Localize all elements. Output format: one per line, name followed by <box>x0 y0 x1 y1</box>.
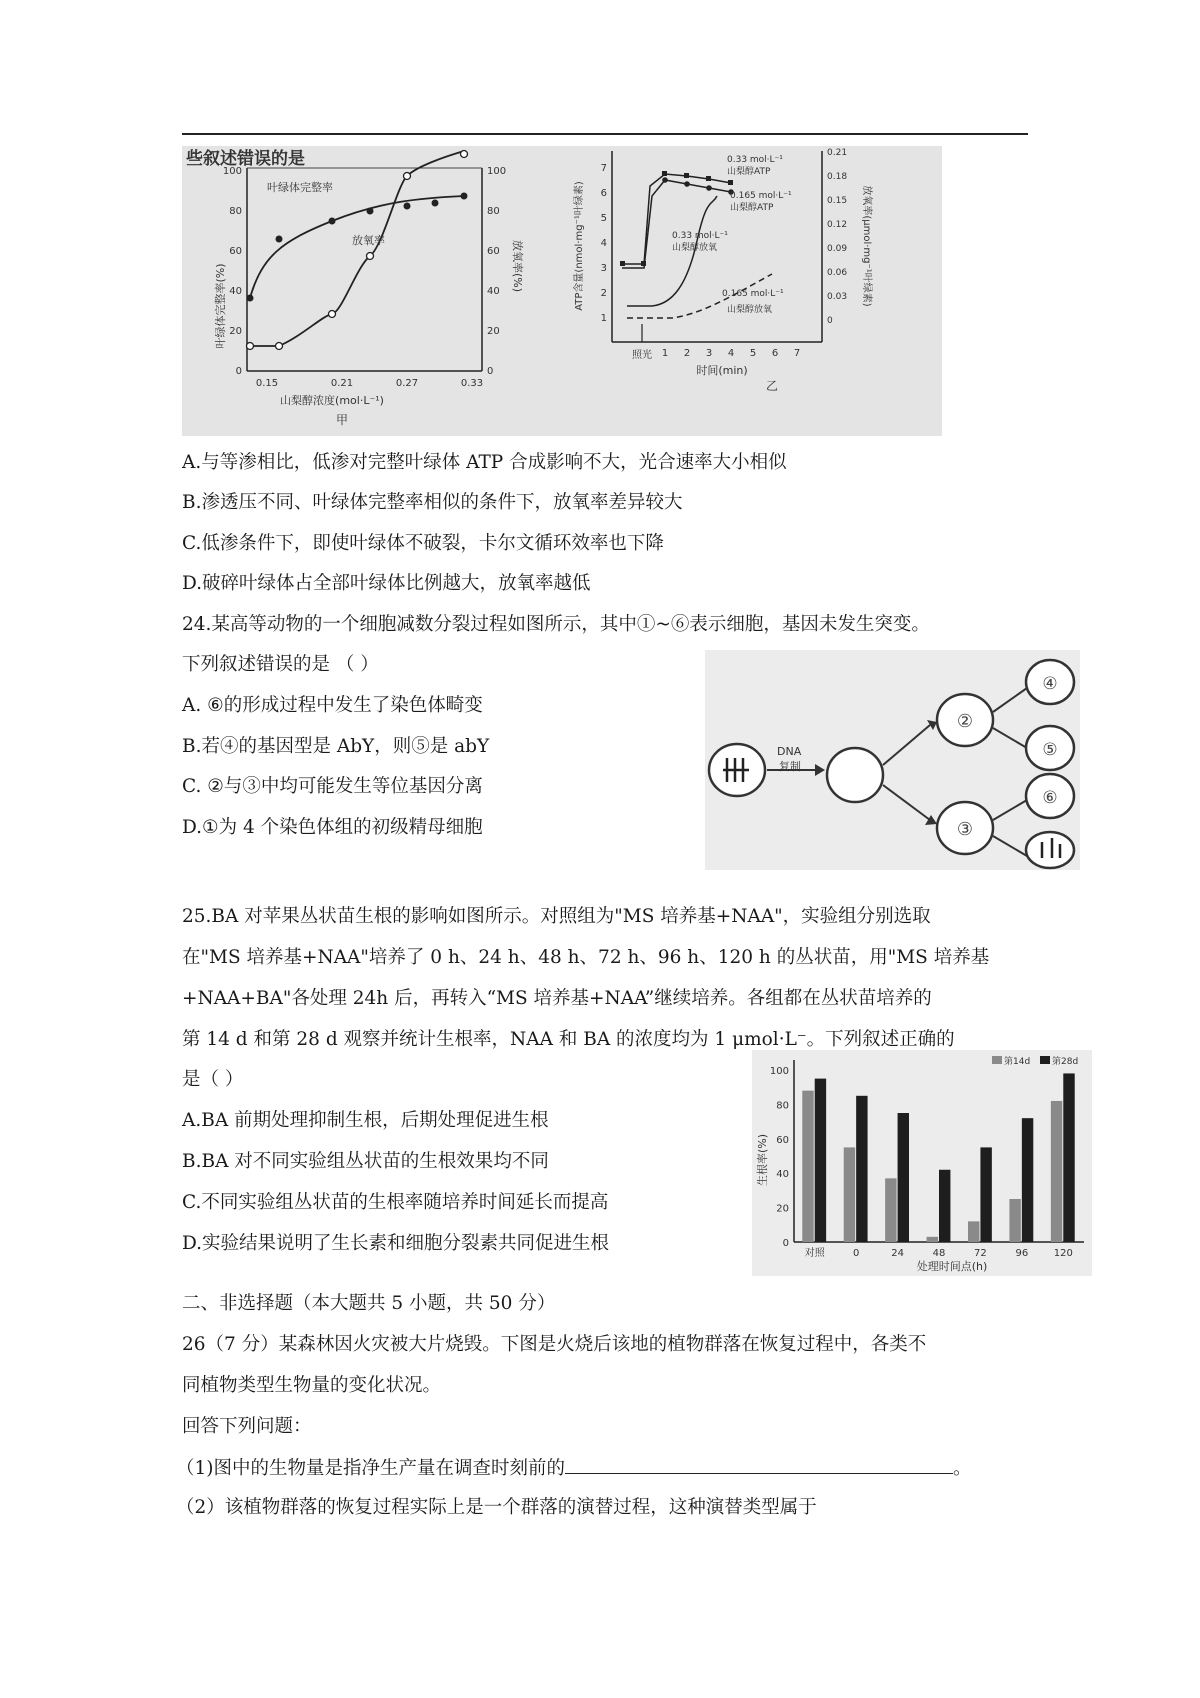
chart-a-xtick: 0.27 <box>395 378 419 389</box>
chart-b-ytick-right: 0.06 <box>827 268 848 278</box>
bar <box>1022 1118 1033 1242</box>
q25-stem: 25.BA 对苹果丛状苗生根的影响如图所示。对照组为"MS 培养基+NAA"，实验组分别选取 <box>182 906 931 927</box>
q26-sub1-end: 。 <box>953 1458 972 1479</box>
chart-a-curve-label: 放氧率 <box>352 234 385 247</box>
chart-a-ytick-left: 100 <box>222 166 242 177</box>
x-tick-label: 120 <box>1053 1248 1073 1259</box>
legend-swatch <box>1040 1056 1050 1064</box>
chart-a-point <box>247 295 254 302</box>
chart-a-intactness-curve <box>250 196 464 298</box>
chart-a-ytick-right: 60 <box>487 246 500 257</box>
chart-a-right-ticks <box>487 166 506 377</box>
x-tick-label: 0 <box>852 1248 860 1259</box>
chart-b-ytick-left: 2 <box>600 288 607 299</box>
chart-a-point <box>276 343 283 350</box>
bar <box>968 1221 979 1242</box>
cell-6-label: ⑥ <box>1042 788 1058 808</box>
x-axis-label: 处理时间点(h) <box>916 1260 988 1273</box>
q25-option-c: C.不同实验组丛状苗的生根率随培养时间延长而提高 <box>182 1192 609 1213</box>
chart-a <box>213 151 525 428</box>
chart-a-xtick: 0.33 <box>460 378 484 389</box>
chart-a-ytick-right: 20 <box>487 326 500 337</box>
cell-4-label: ④ <box>1042 674 1058 694</box>
y-tick-label: 80 <box>776 1100 789 1112</box>
q24-stem: 24.某高等动物的一个细胞减数分裂过程如图所示，其中①~⑥表示细胞，基因未发生突变。 <box>182 614 930 635</box>
chart-a-ytick-left: 80 <box>229 206 242 217</box>
chart-b-xticks <box>632 348 800 361</box>
chart-b-ytick-right: 0.12 <box>827 220 848 230</box>
chart-a-point <box>461 151 468 158</box>
q24-option-b: B.若④的基因型是 AbY，则⑤是 abY <box>182 736 490 757</box>
chart-a-ytick-right: 40 <box>487 286 500 297</box>
x-tick-label: 96 <box>1015 1248 1029 1259</box>
chart-b-ytick-left: 7 <box>600 163 607 174</box>
chart-b-curve-label: 山梨醇放氧 <box>672 243 718 253</box>
rooting-bar-chart <box>752 1050 1092 1276</box>
chart-b-curve-label: 0.165 mol·L⁻¹ <box>730 191 792 201</box>
bar <box>815 1079 826 1242</box>
chart-a-xlabel: 山梨醇浓度(mol·L⁻¹) <box>280 394 384 407</box>
x-tick-label: 对照 <box>804 1248 825 1259</box>
chart-a-point <box>329 218 336 225</box>
x-tick-label: 48 <box>932 1248 946 1259</box>
chart-a-xtick: 0.15 <box>255 378 279 389</box>
chart-b-xtick: 1 <box>661 348 669 359</box>
legend-label: 第28d <box>1052 1057 1079 1067</box>
q26-sub2: （2）该植物群落的恢复过程实际上是一个群落的演替过程，这种演替类型属于 <box>176 1497 817 1518</box>
q23-option-b: B.渗透压不同、叶绿体完整率相似的条件下，放氧率差异较大 <box>182 492 683 513</box>
chart-b-atp-curve-0165 <box>622 180 731 268</box>
chart-b-ylabel-right: 放氧率(μmol·mg⁻¹叶绿素) <box>861 185 872 307</box>
chart-a-ylabel-right: 放氧率(%) <box>511 239 524 293</box>
arrow-head-icon <box>815 764 825 776</box>
bar <box>1063 1073 1074 1242</box>
chart-a-point <box>367 253 374 260</box>
chart-b-ytick-left: 3 <box>600 263 607 274</box>
cell-5-label: ⑤ <box>1042 740 1058 760</box>
meiosis-diagram <box>705 650 1080 870</box>
chart-a-ytick-left: 40 <box>229 286 242 297</box>
bar <box>885 1178 896 1242</box>
chart-a-point <box>329 311 336 318</box>
chart-a-tag: 甲 <box>335 413 349 427</box>
bar <box>939 1170 950 1242</box>
chart-a-ytick-right: 0 <box>487 366 494 377</box>
x-tick-label: 72 <box>974 1248 987 1259</box>
chart-b-ytick-right: 0.21 <box>827 148 848 158</box>
x-tick-label: 24 <box>891 1248 904 1259</box>
figure-oxygen-atp <box>182 146 942 436</box>
chart-b-left-ticks <box>601 163 607 324</box>
cell-2-label: ② <box>956 711 974 732</box>
q24-option-a: A. ⑥的形成过程中发生了染色体畸变 <box>182 695 483 716</box>
chart-b-ytick-right: 0.18 <box>827 172 848 182</box>
q25-option-d: D.实验结果说明了生长素和细胞分裂素共同促进生根 <box>182 1233 610 1254</box>
section2-heading: 二、非选择题（本大题共 5 小题，共 50 分） <box>182 1293 556 1314</box>
chart-b <box>572 148 874 393</box>
chart-b-curve-label: 0.33 mol·L⁻¹ <box>727 155 783 165</box>
chart-a-xticks <box>256 378 483 389</box>
q26-stem: 26（7 分）某森林因火灾被大片烧毁。下图是火烧后该地的植物群落在恢复过程中，各类不 <box>182 1334 927 1355</box>
q23-option-d: D.破碎叶绿体占全部叶绿体比例越大，放氧率越低 <box>182 573 591 594</box>
q25-stem: 第 14 d 和第 28 d 观察并统计生根率，NAA 和 BA 的浓度均为 1 μmol·L⁻。下列叙述正确的 <box>182 1029 955 1050</box>
q25-stem: 是（ ） <box>182 1069 244 1090</box>
chart-a-ytick-right: 80 <box>487 206 500 217</box>
q25-stem: 在"MS 培养基+NAA"培养了 0 h、24 h、48 h、72 h、96 h、120 h 的丛状苗，用"MS 培养基 <box>182 947 990 968</box>
chart-a-ytick-right: 100 <box>487 166 507 177</box>
q26-sub1 <box>176 1457 972 1480</box>
q25-option-b: B.BA 对不同实验组丛状苗的生根效果均不同 <box>182 1151 549 1172</box>
chart-b-tag: 乙 <box>765 379 779 393</box>
chart-a-ylabel-left: 叶绿体完整率(%) <box>214 263 227 349</box>
chart-b-curve-label: 山梨醇放氧 <box>727 305 773 315</box>
chart-a-point <box>367 208 374 215</box>
q25-option-a: A.BA 前期处理抑制生根，后期处理促进生根 <box>182 1110 549 1131</box>
chart-b-xlabel: 时间(min) <box>696 364 748 377</box>
q23-option-a: A.与等渗相比，低渗对完整叶绿体 ATP 合成影响不大，光合速率大小相似 <box>182 452 787 473</box>
chart-a-ytick-left: 20 <box>229 326 242 337</box>
bar <box>844 1147 855 1242</box>
chart-b-ytick-right: 0.09 <box>827 244 848 254</box>
q24-option-c: C. ②与③中均可能发生等位基因分离 <box>182 776 483 797</box>
chart-a-point <box>404 173 411 180</box>
cell-1-replicated <box>827 748 883 802</box>
chart-a-point <box>404 203 411 210</box>
chart-b-curve-label: 山梨醇ATP <box>727 167 771 177</box>
figure-header-fragment: 些叙述错误的是 <box>186 149 305 169</box>
chart-b-xtick: 2 <box>683 348 691 359</box>
bar <box>898 1113 909 1242</box>
chart-a-point <box>432 200 439 207</box>
legend-swatch <box>992 1056 1002 1064</box>
chart-b-xtick: 3 <box>705 348 713 359</box>
chart-a-point <box>276 236 283 243</box>
chart-b-ytick-right: 0.03 <box>827 292 848 302</box>
answer-blank[interactable] <box>565 1457 953 1474</box>
bar <box>802 1091 813 1242</box>
legend-label: 第14d <box>1004 1057 1031 1067</box>
chart-b-curve-label: 0.33 mol·L⁻¹ <box>672 231 728 241</box>
bar <box>980 1147 991 1242</box>
chart-b-xtick: 4 <box>727 348 735 359</box>
bar <box>1051 1101 1062 1242</box>
chart-b-ytick-left: 4 <box>600 238 607 249</box>
q25-stem: +NAA+BA"各处理 24h 后，再转入“MS 培养基+NAA”继续培养。各组都在丛状苗培养的 <box>182 988 932 1009</box>
chart-b-ylabel-left: ATP含量(nmol·mg⁻¹叶绿素) <box>574 181 585 311</box>
q26-stem: 同植物类型生物量的变化状况。 <box>182 1375 442 1396</box>
y-tick-label: 20 <box>776 1203 789 1215</box>
chart-b-xtick: 照光 <box>632 350 652 361</box>
arrow-text: 复制 <box>779 760 801 773</box>
cell-7 <box>1026 832 1074 868</box>
chart-a-point <box>247 343 254 350</box>
bar <box>856 1096 867 1242</box>
cell-3-label: ③ <box>956 819 974 840</box>
chart-b-curve-label: 山梨醇ATP <box>730 203 774 213</box>
chart-b-xtick: 5 <box>749 348 757 359</box>
q26-sub1-text: （1)图中的生物量是指净生产量在调查时刻前的 <box>176 1458 565 1479</box>
chart-a-point <box>461 193 468 200</box>
q26-prompt: 回答下列问题： <box>182 1416 312 1437</box>
arrow-text: DNA <box>777 745 802 758</box>
y-tick-label: 0 <box>782 1238 789 1249</box>
chart-b-xtick: 6 <box>771 348 779 359</box>
chart-b-ytick-right: 0 <box>827 316 833 326</box>
bar <box>1009 1199 1020 1242</box>
chart-b-ytick-left: 5 <box>600 213 607 224</box>
y-tick-label: 60 <box>776 1134 789 1146</box>
q23-option-c: C.低渗条件下，即使叶绿体不破裂，卡尔文循环效率也下降 <box>182 533 664 554</box>
bar <box>927 1237 938 1242</box>
q24-option-d: D.①为 4 个染色体组的初级精母细胞 <box>182 817 483 838</box>
chart-a-ytick-left: 0 <box>235 366 242 377</box>
chart-a-xtick: 0.21 <box>330 378 354 389</box>
chart-a-ytick-left: 60 <box>229 246 242 257</box>
chart-b-curve-label: 0.165 mol·L⁻¹ <box>722 289 784 299</box>
q24-stem: 下列叙述错误的是 （ ） <box>182 654 379 675</box>
chart-b-xtick: 7 <box>793 348 801 359</box>
chart-b-right-ticks <box>827 148 847 326</box>
chart-a-curve-label: 叶绿体完整率 <box>267 181 333 194</box>
y-tick-label: 100 <box>769 1066 789 1077</box>
chart-b-ytick-right: 0.15 <box>827 196 848 206</box>
chart-b-ytick-left: 1 <box>600 313 607 324</box>
y-axis-label: 生根率(%) <box>756 1133 769 1187</box>
chart-b-ytick-left: 6 <box>600 188 607 199</box>
header-rule <box>182 133 1028 135</box>
y-tick-label: 40 <box>776 1169 789 1181</box>
